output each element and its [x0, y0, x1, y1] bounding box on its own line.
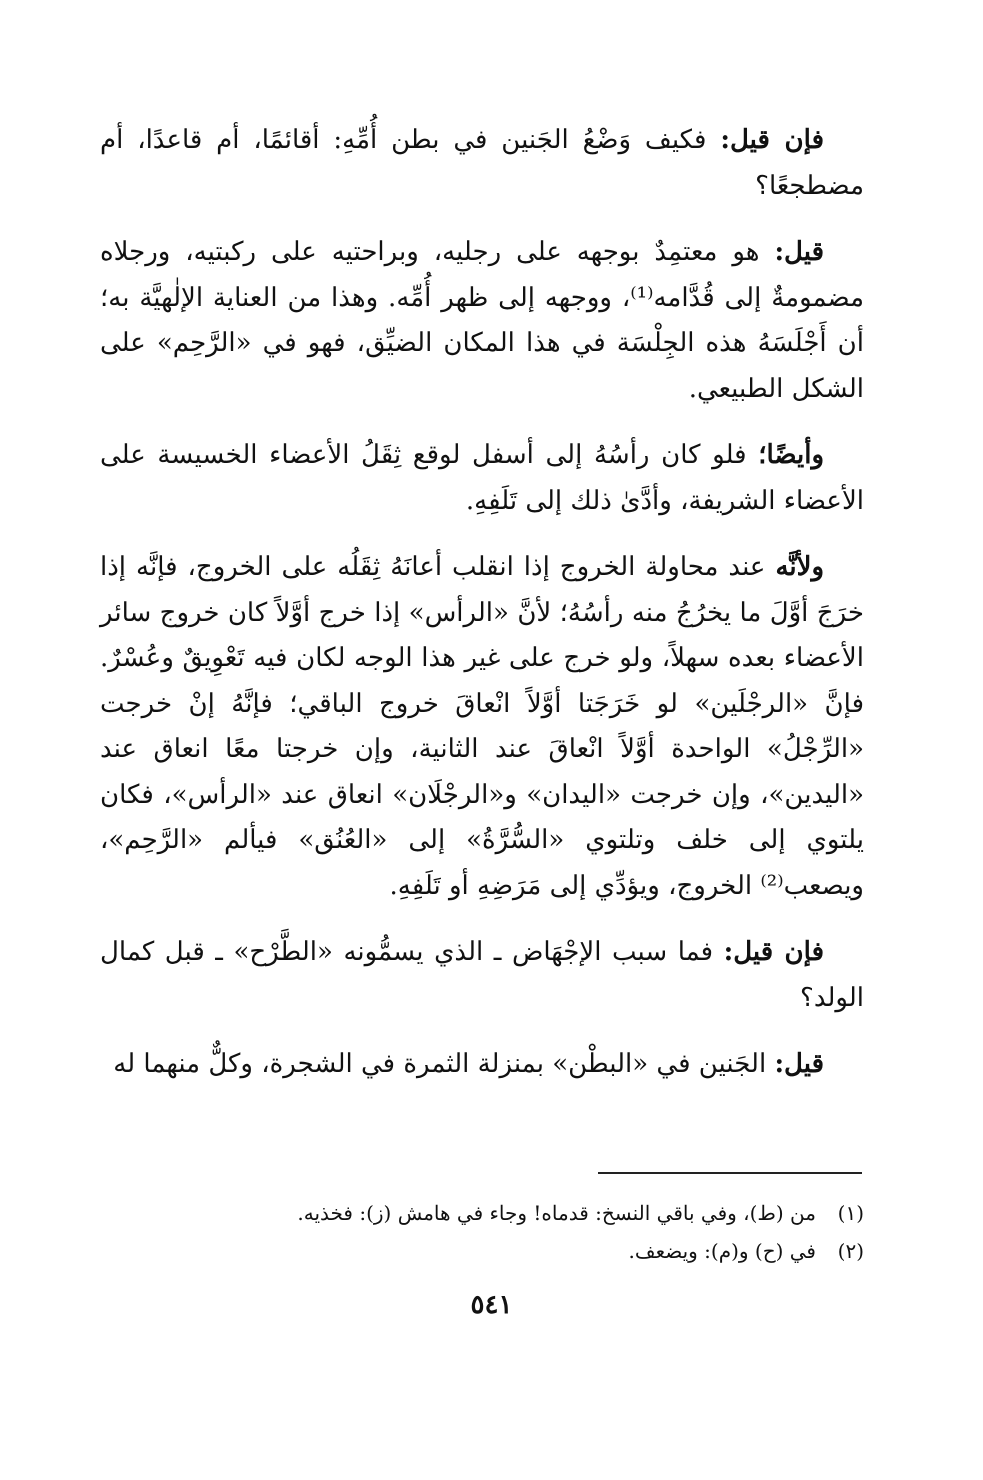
paragraph-lead: وأيضًا؛	[758, 440, 824, 470]
paragraph	[100, 1042, 864, 1088]
footnotes	[100, 1194, 864, 1270]
paragraph-text: فكيف وَضْعُ الجَنين في بطن أُمِّهِ: أقائمًا، أم قاعدًا، أم مضطجعًا؟	[100, 125, 864, 201]
paragraph-text: الجَنين في «البطْن» بمنزلة الثمرة في الشجرة، وكلٌّ منهما له	[113, 1049, 775, 1079]
footnote-text: من (ط)، وفي باقي النسخ: قدماه! وجاء في هامش (ز): فخذيه.	[297, 1201, 816, 1225]
main-text	[100, 118, 864, 1109]
paragraph-text: فما سبب الإجْهَاض ـ الذي يسمُّونه «الطَّرْح» ـ قبل كمال الولد؟	[100, 937, 864, 1013]
paragraph-text: هو معتمِدٌ بوجهه على رجليه، وبراحتيه على ركبتيه، ورجلاه مضمومةٌ إلى قُدَّامه⁽¹⁾، ووجهه إلى ظهر أُمِّه. وهذا من العناية الإلٰهيَّة به؛ أن أَجْلَسَهُ هذه الجِلْسَة في هذا المكان الضيِّق، فهو في «الرَّحِم» على الشكل الطبيعي.	[100, 237, 864, 404]
paragraph-text: عند محاولة الخروج إذا انقلب أعانَهُ ثِقَلُه على الخروج، فإنَّه إذا خرَجَ أوَّلَ ما يخرُجُ منه رأسُهُ؛ لأنَّ «الرأس» إذا خرج أوَّلاً كان خروج سائر الأعضاء بعده سهلاً، ولو خرج على غير هذا الوجه لكان فيه تَعْوِيقٌ وعُسْرٌ. فإنَّ «الرجْلَين» لو خَرَجَتا أوَّلاً انْعاقَ خروج الباقي؛ فإنَّهُ إنْ خرجت «الرِّجْلُ» الواحدة أوَّلاً انْعاقَ عند الثانية، وإن خرجتا معًا انعاق عند «اليدين»، وإن خرجت «اليدان» و«الرجْلَان» انعاق عند «الرأس»، فكان يلتوي إلى خلف وتلتوي «السُّرَّةُ» إلى «العُنُق» فيألم «الرَّحِم»، ويصعب⁽²⁾ الخروج، ويؤدِّي إلى مَرَضِهِ أو تَلَفِهِ.	[100, 552, 864, 901]
footnote	[100, 1232, 864, 1270]
paragraph-lead: قيل:	[774, 237, 824, 267]
footnote-text: في (ح) و(م): ويضعف.	[628, 1239, 816, 1263]
paragraph	[100, 545, 864, 909]
paragraph	[100, 433, 864, 524]
footnote-number: (١)	[837, 1201, 864, 1225]
paragraph	[100, 930, 864, 1021]
page-number: ٥٤١	[470, 1290, 513, 1320]
paragraph-lead: قيل:	[774, 1049, 824, 1079]
paragraph	[100, 118, 864, 209]
paragraph-lead: ولأنَّه	[775, 552, 824, 582]
paragraph-lead: فإن قيل:	[720, 125, 825, 155]
footnote-divider	[598, 1172, 862, 1174]
footnote	[100, 1194, 864, 1232]
paragraph-lead: فإن قيل:	[723, 937, 824, 967]
paragraph	[100, 230, 864, 412]
footnote-number: (٢)	[837, 1239, 864, 1263]
paragraph-text: فلو كان رأسُهُ إلى أسفل لوقع ثِقَلُ الأعضاء الخسيسة على الأعضاء الشريفة، وأدَّىٰ ذلك إلى تَلَفِهِ.	[100, 440, 864, 516]
